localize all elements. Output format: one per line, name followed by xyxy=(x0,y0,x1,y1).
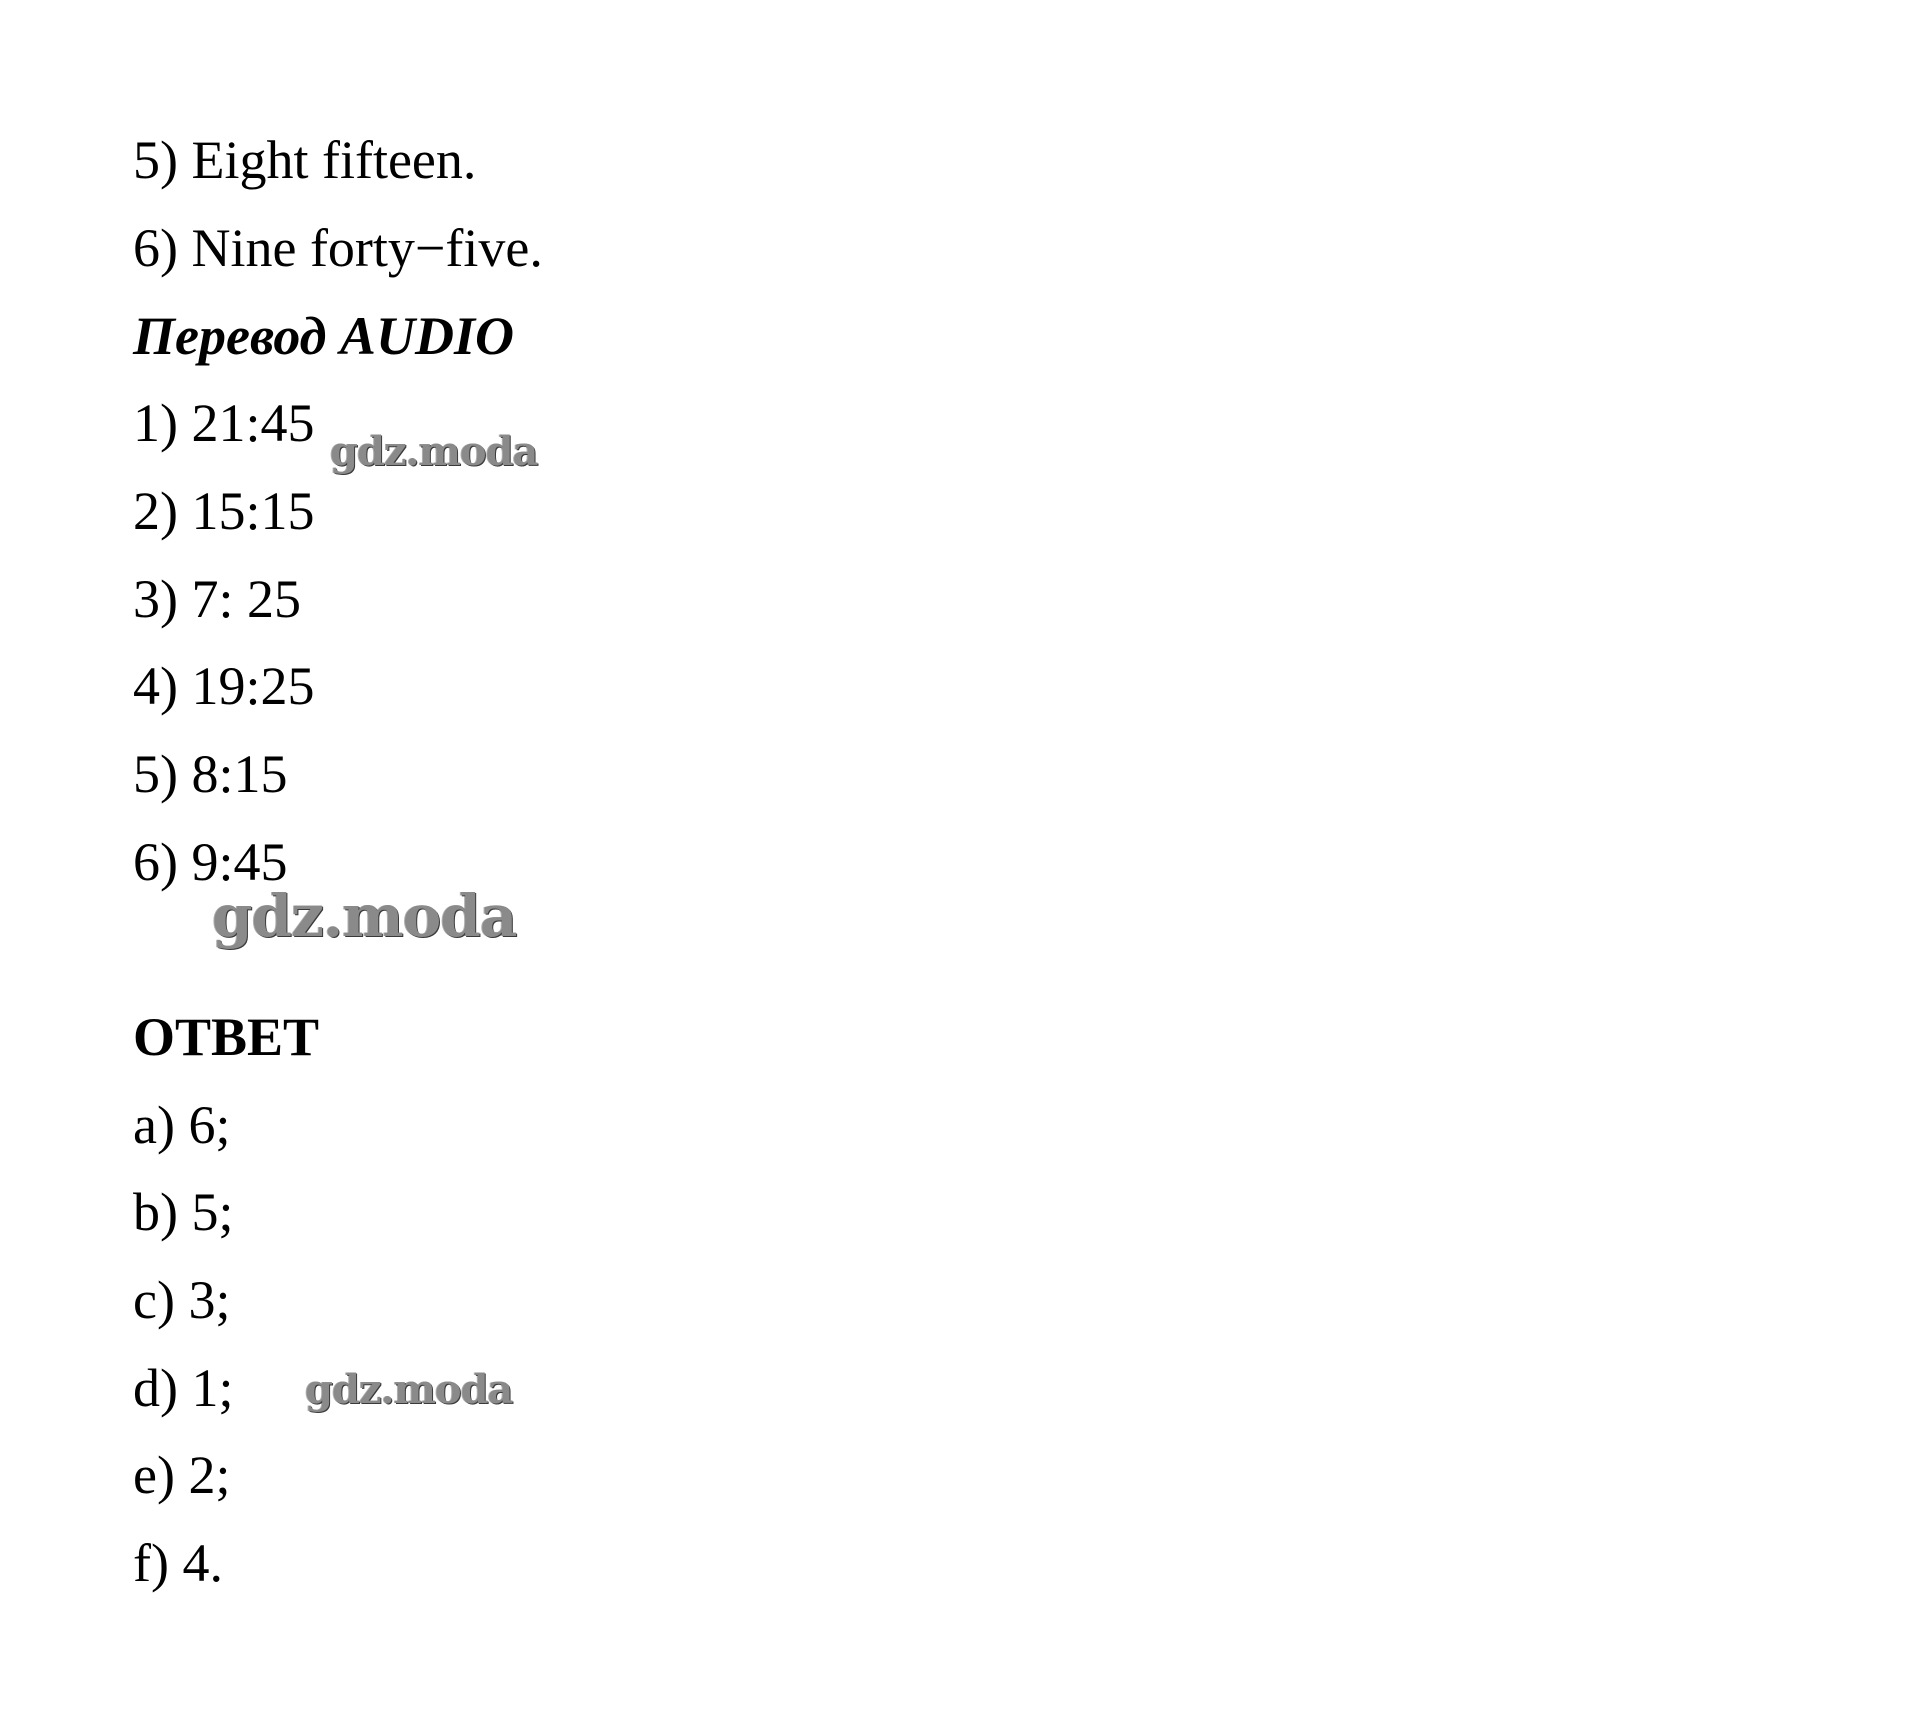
watermark: gdz.moda xyxy=(212,882,517,950)
translation-item: 4) 19:25 xyxy=(133,656,315,716)
answer-item: f) 4. xyxy=(133,1533,223,1593)
watermark: gdz.moda xyxy=(305,1366,513,1413)
answer-heading: ОТВЕТ xyxy=(133,1007,320,1067)
answer-item: e) 2; xyxy=(133,1445,231,1505)
watermark: gdz.moda xyxy=(330,428,538,475)
answer-item: b) 5; xyxy=(133,1182,234,1242)
answer-item: a) 6; xyxy=(133,1095,231,1155)
translation-item: 5) 8:15 xyxy=(133,744,288,804)
transcript-line: 5) Eight fifteen. xyxy=(133,130,477,190)
answer-item: c) 3; xyxy=(133,1270,231,1330)
translation-item: 3) 7: 25 xyxy=(133,569,301,629)
translation-item: 6) 9:45 xyxy=(133,832,288,892)
translation-item: 1) 21:45 xyxy=(133,393,315,453)
translation-heading: Перевод AUDIO xyxy=(133,306,514,366)
answer-item: d) 1; xyxy=(133,1358,234,1418)
transcript-line: 6) Nine forty−five. xyxy=(133,218,543,278)
translation-item: 2) 15:15 xyxy=(133,481,315,541)
